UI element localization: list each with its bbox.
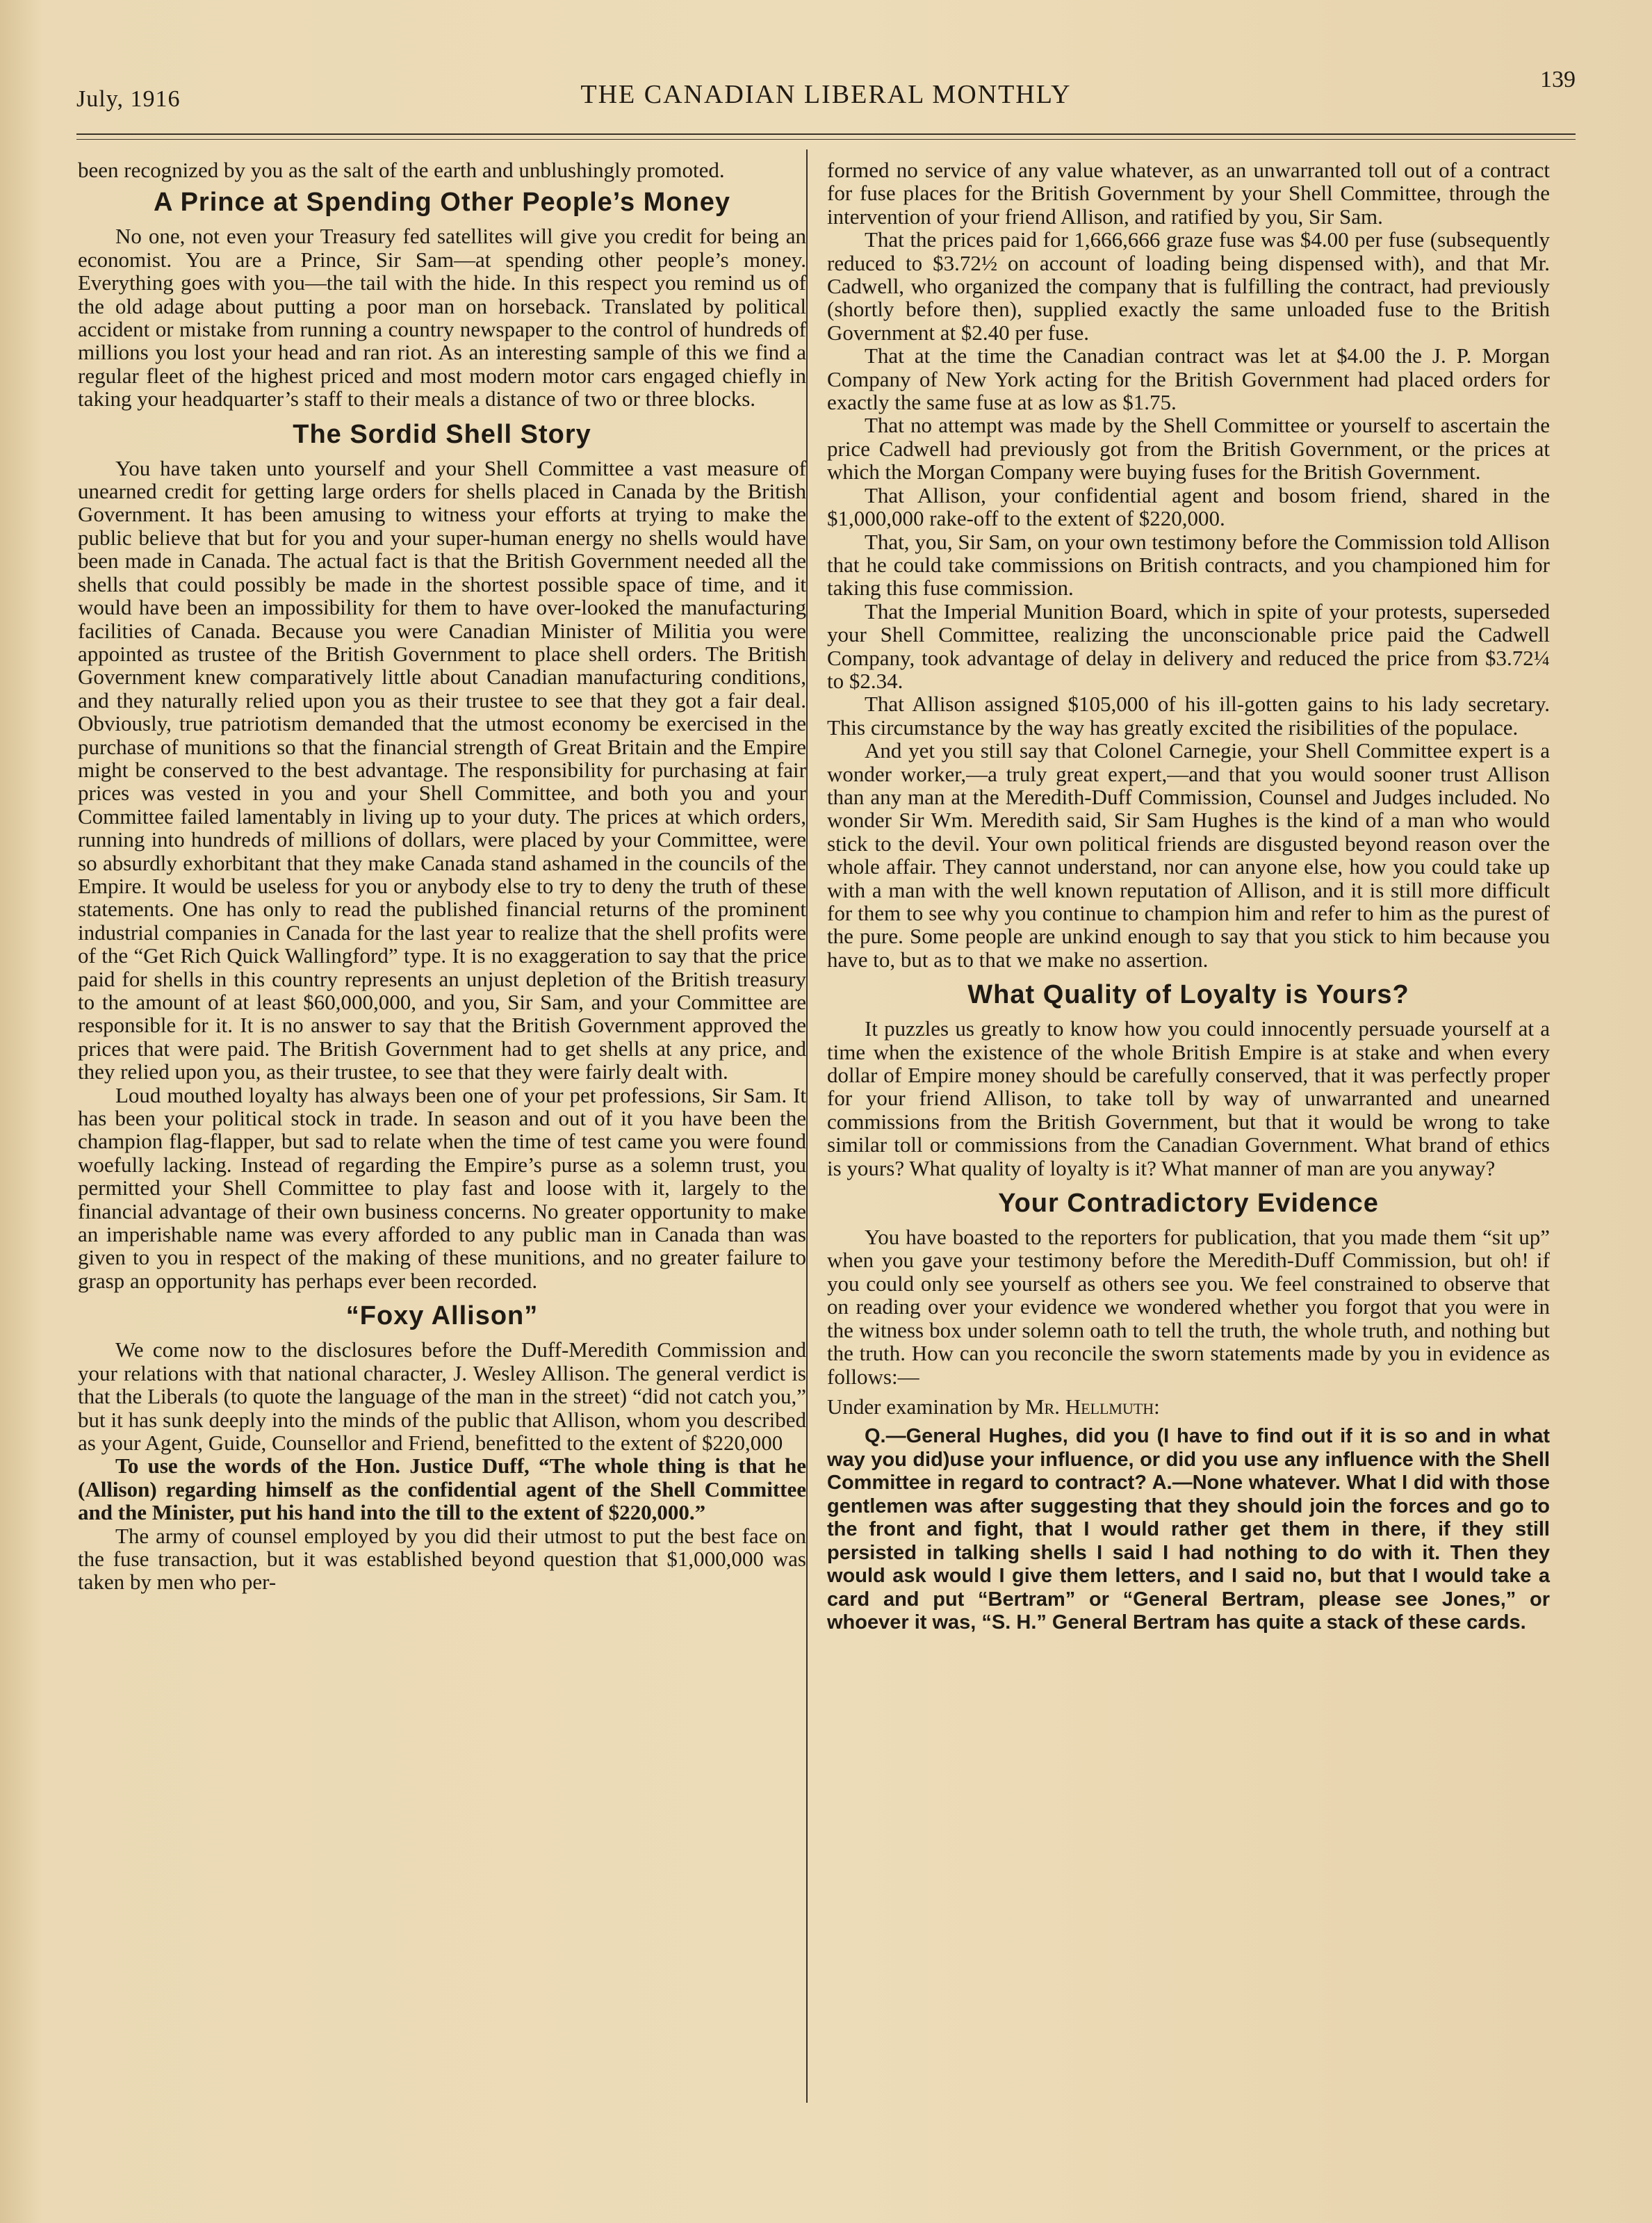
examination-line (827, 1395, 1550, 1418)
publication-title: THE CANADIAN LIBERAL MONTHLY (580, 80, 1072, 109)
section-heading: Your Contradictory Evidence (998, 1189, 1379, 1219)
paragraph: That Allison, your confidential agent and bosom friend, shared in the $1,000,000 rake-off to the extent of $220,000. (827, 482, 1550, 531)
page-number: 139 (1540, 67, 1576, 92)
paragraph: That, you, Sir Sam, on your own testimony before the Commission told Allison that he could take commissions on British contracts, and you championed him for taking this fuse commission. (827, 529, 1550, 601)
header-rule-thick (76, 133, 1576, 135)
section-heading: “Foxy Allison” (345, 1301, 539, 1331)
examiner-name: Mr. Hellmuth: (1024, 1394, 1160, 1419)
paragraph: You have boasted to the reporters for publication, that you made them “sit up” when you gave your testimony before the Meredith-Duff Commission, but oh! if you could only see yourself as others see you. We feel constrained to observe that on reading over your evidence we wondered whether you forgot that you were in the witness box under solemn oath to tell the truth, the whole truth, and nothing but the truth. How can you reconcile the sworn statements made by you in evidence as follows:— (827, 1225, 1550, 1389)
paragraph: It puzzles us greatly to know how you could innocently persuade yourself at a time when the existence of the whole British Empire is at stake and when every dollar of Empire money should be carefully conserved, that it was perfectly proper for your friend Allison, to take toll by way of unwarranted and unearned commissions from the British Government, but that it would be wrong to take similar toll or commissions from the Canadian Government. What brand of ethics is yours? What quality of loyalty is it? What manner of man are you anyway? (827, 1016, 1550, 1180)
quotation-paragraph: To use the words of the Hon. Justice Duff, “The whole thing is that he (Allison) regarding himself as the confidential agent of the Shell Committee and the Minister, put his hand into the till to the extent of $220,000.” (78, 1454, 806, 1525)
examination-prefix: Under examination by (827, 1394, 1025, 1419)
left-column (78, 158, 806, 1594)
paragraph: That Allison assigned $105,000 of his ill-gotten gains to his lady secretary. This circumstance by the way has greatly excited the risibilities of the populace. (827, 692, 1550, 740)
testimony-quote: Q.—General Hughes, did you (I have to find out if it is so and in what way you did)use your influence, or did you use any influence with the Shell Committee in regard to contract? A.—None whatever. What I did with those gentlemen was after suggesting that they should join the forces and go to the front and fight, that I would rather get them in there, if they still persisted in talking shells I said I had nothing to do with it. Then they would ask would I give them letters, and I said no, but that I would take a card and put “Bertram” or “General Bertram, please see Jones,” or whoever it was, “S. H.” General Bertram has quite a stack of these cards. (827, 1425, 1550, 1634)
issue-date: July, 1916 (76, 86, 181, 112)
paragraph: been recognized by you as the salt of the earth and unblushingly promoted. (78, 158, 725, 182)
paragraph: That no attempt was made by the Shell Committee or yourself to ascertain the price Cadwell had previously got from the British Government, or the prices at which the Morgan Company were buying fuses for the British Government. (827, 413, 1550, 484)
paragraph: We come now to the disclosures before the Duff-Meredith Commission and your relations with that national character, J. Wesley Allison. The general verdict is that the Liberals (to quote the language of the man in the street) “did not catch you,” but it has sunk deeply into the minds of the public that Allison, whom you described as your Agent, Guide, Counsellor and Friend, benefitted to the extent of $220,000 (78, 1337, 806, 1455)
column-divider (806, 149, 808, 2103)
section-heading: What Quality of Loyalty is Yours? (967, 980, 1409, 1010)
section-heading: A Prince at Spending Other People’s Money (153, 188, 730, 218)
paragraph: The army of counsel employed by you did their utmost to put the best face on the fuse transaction, but it was established beyond question that $1,000,000 was taken by men who per- (78, 1523, 806, 1595)
paragraph: You have taken unto yourself and your Shell Committee a vast measure of unearned credit for getting large orders for shells placed in Canada by the British Government. It has been amusing to witness your efforts at trying to make the public believe that but for you and your super-human energy no shells would have been made in Canada. The actual fact is that the British Government needed all the shells that could possibly be made in the shortest possible space of time, and it would have been an impossibility for them to have over-looked the manufacturing facilities of Canada. Because you were Canadian Minister of Militia you were appointed as trustee of the British Government to place shell orders. The British Government knew comparatively little about Canadian manufacturing conditions, and they naturally relied upon you as their trustee to see that they got a fair deal. Obviously, true patriotism demanded that the utmost economy be exercised in the purchase of munitions so that the financial strength of Great Britain and the Empire might be conserved to the best advantage. The responsibility for purchasing at fair prices was vested in you and your Shell Committee, and both you and your Committee failed lamentably in living up to your duty. The prices at which orders, running into hundreds of millions of dollars, were placed by your Committee, were so absurdly exhorbitant that they make Canada stand ashamed in the councils of the Empire. It would be useless for you or anybody else to try to deny the truth of these statements. One has only to read the published financial returns of the prominent industrial companies in Canada for the last year to realize that the shell profits were of the “Get Rich Quick Wallingford” type. It is no exaggeration to say that the price paid for shells in this country represents an unjust depletion of the British treasury to the amount of at least $60,000,000, and you, Sir Sam, and your Committee are responsible for it. It is no answer to say that the British Government approved the prices that were paid. The British Government had to get shells at any price, and they relied upon you, as their trustee, to see that they were fairly dealt with. (78, 455, 806, 1084)
paragraph: formed no service of any value whatever, as an unwarranted toll out of a contract for fuse places for the British Government by your Shell Committee, through the intervention of your friend Allison, and ratified by you, Sir Sam. (827, 158, 1550, 229)
paragraph: That the prices paid for 1,666,666 graze fuse was $4.00 per fuse (subsequently reduced to $3.72½ on account of loading being dispensed with), and that Mr. Cadwell, who organized the company that is fulfilling the contract, had previously (shortly before then), supplied exactly the same unloaded fuse to the British Government at $2.40 per fuse. (827, 227, 1550, 345)
paragraph: That the Imperial Munition Board, which in spite of your protests, superseded your Shell Committee, realizing the unconscionable price paid the Cadwell Company, took advantage of delay in delivery and reduced the price from $3.72¼ to $2.34. (827, 598, 1550, 693)
right-column (827, 158, 1550, 1635)
paragraph: No one, not even your Treasury fed satellites will give you credit for being an economist. You are a Prince, Sir Sam—at spending other people’s money. Everything goes with you—the tail with the hide. In this respect you remind us of the old adage about putting a poor man on horseback. Translated by political accident or mistake from running a country newspaper to the control of hundreds of millions you lost your head and ran riot. As an interesting sample of this we find a regular fleet of the highest priced and most modern motor cars engaged chiefly in taking your headquarter’s staff to their meals a distance of two or three blocks. (78, 224, 806, 412)
paragraph: And yet you still say that Colonel Carnegie, your Shell Committee expert is a wonder worker,—a truly great expert,—and that you would sooner trust Allison than any man at the Meredith-Duff Commission, Counsel and Judges included. No wonder Sir Wm. Meredith said, Sir Sam Hughes is the kind of a man who would stick to the devil. Your own political friends are disgusted beyond reason over the whole affair. They cannot understand, nor can anyone else, how you could take up with a man with the well known reputation of Allison, and it is still more difficult for them to see why you continue to champion him and refer to him as the purest of the pure. Some people are unkind enough to say that you stick to him because you have to, but as to that we make no assertion. (827, 738, 1550, 972)
header-rule-thin (76, 139, 1576, 140)
section-heading: The Sordid Shell Story (293, 419, 591, 449)
page-header (76, 67, 1576, 115)
paragraph: Loud mouthed loyalty has always been one of your pet professions, Sir Sam. It has been your political stock in trade. In season and out of it you have been the champion flag-flapper, but sad to relate when the time of test came you were found woefully lacking. Instead of regarding the Empire’s purse as a solemn trust, you permitted your Shell Committee to play fast and loose with it, largely to the financial advantage of their own business concerns. No greater opportunity to make an imperishable name was every afforded to any public man in Canada than was given to you in respect of the making of these munitions, and no greater failure to grasp an opportunity has perhaps ever been recorded. (78, 1082, 806, 1293)
paragraph: That at the time the Canadian contract was let at $4.00 the J. P. Morgan Company of New York acting for the British Government had placed orders for exactly the same fuse at as low as $1.75. (827, 343, 1550, 415)
